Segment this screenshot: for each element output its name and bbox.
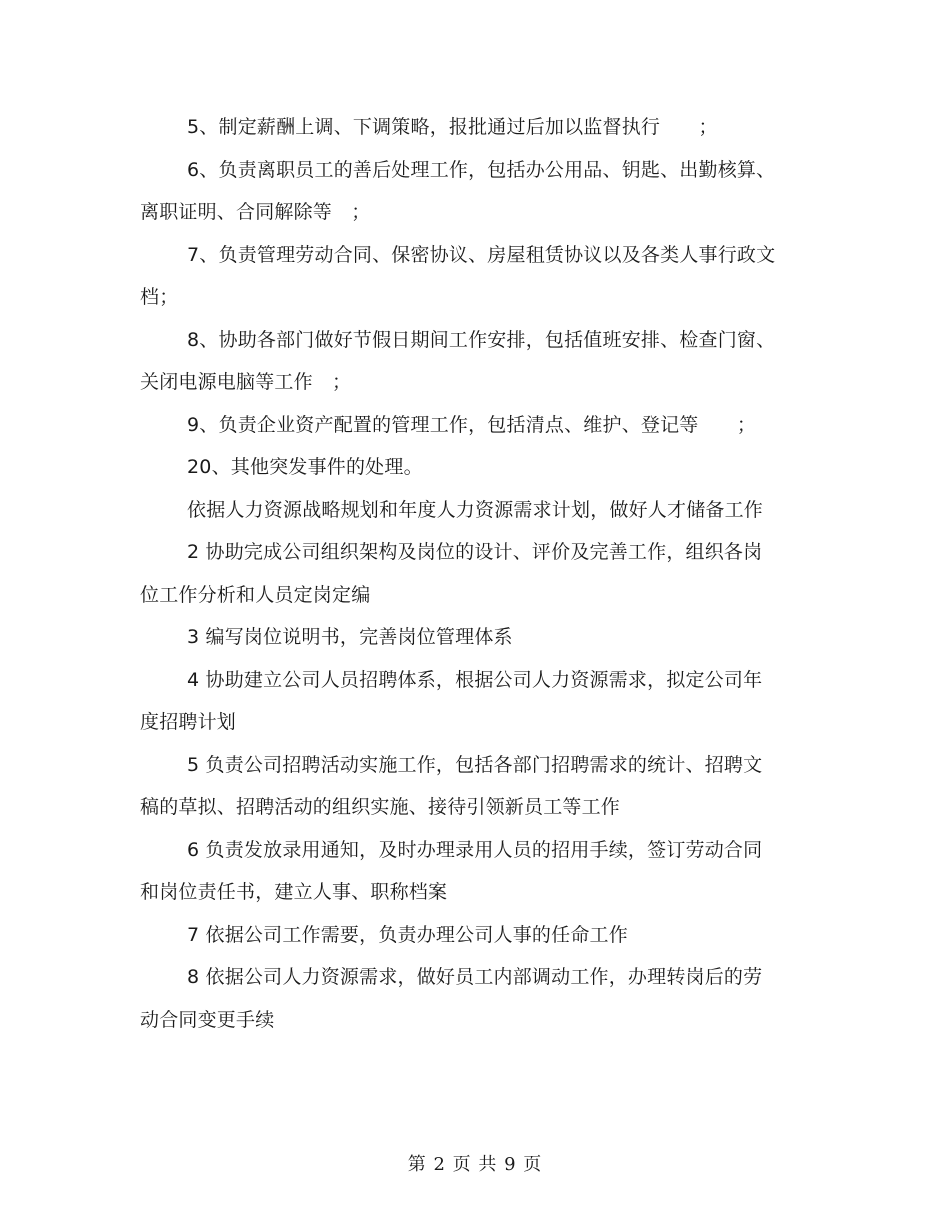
document-body	[140, 106, 780, 1041]
paragraph-item: 5、制定薪酬上调、下调策略，报批通过后加以监督执行 ；	[187, 116, 718, 138]
paragraph-item: 20、其他突发事件的处理。	[187, 456, 423, 478]
page-number-footer: 第 2 页 共 9 页	[407, 1154, 543, 1175]
paragraph-item: 6 负责发放录用通知，及时办理录用人员的招用手续，签订劳动合同和岗位责任书，建立人事、职称档案	[140, 838, 763, 903]
paragraph-item: 7 依据公司工作需要，负责办理公司人事的任命工作	[187, 923, 628, 946]
paragraph-item: 依据人力资源战略规划和年度人力资源需求计划，做好人才储备工作	[187, 498, 764, 521]
paragraph-item: 6、负责离职员工的善后处理工作，包括办公用品、钥匙、出勤核算、离职证明、合同解除等 ；	[140, 158, 776, 223]
paragraph-item: 2 协助完成公司组织架构及岗位的设计、评价及完善工作，组织各岗位工作分析和人员定岗定编	[140, 541, 763, 606]
paragraph-item: 5 负责公司招聘活动实施工作，包括各部门招聘需求的统计、招聘文稿的草拟、招聘活动的组织实施、接待引领新员工等工作	[140, 753, 763, 818]
paragraph-item: 3 编写岗位说明书，完善岗位管理体系	[187, 626, 513, 648]
paragraph-item: 9、负责企业资产配置的管理工作，包括清点、维护、登记等 ；	[187, 413, 757, 436]
paragraph-item: 4 协助建立公司人员招聘体系，根据公司人力资源需求，拟定公司年度招聘计划	[140, 668, 763, 733]
paragraph-item: 8 依据公司人力资源需求，做好员工内部调动工作，办理转岗后的劳动合同变更手续	[140, 966, 763, 1031]
paragraph-item: 7、负责管理劳动合同、保密协议、房屋租赁协议以及各类人事行政文档；	[140, 243, 776, 308]
paragraph-item: 8、协助各部门做好节假日期间工作安排，包括值班安排、检查门窗、关闭电源电脑等工作 ；	[140, 328, 776, 393]
